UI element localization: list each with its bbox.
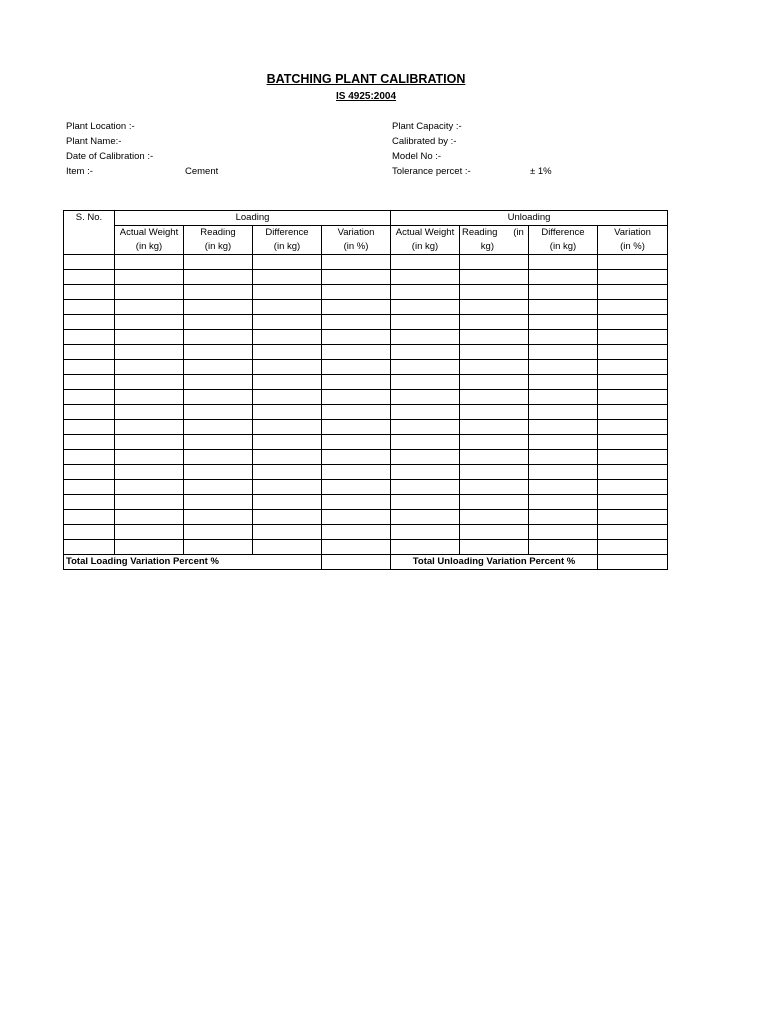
sno-cell[interactable] [64,540,115,555]
sno-cell[interactable] [64,495,115,510]
data-cell[interactable] [184,345,253,360]
sno-cell[interactable] [64,330,115,345]
data-cell[interactable] [529,375,598,390]
calibration-table [63,210,668,570]
sno-cell[interactable] [64,345,115,360]
data-cell[interactable] [460,465,529,480]
table-row [64,540,668,555]
total-loading-value[interactable] [322,555,391,570]
model-no-label: Model No :- [392,151,442,162]
item-value: Cement [185,166,219,177]
data-cell[interactable] [598,345,668,360]
data-cell[interactable] [598,510,668,525]
sno-cell[interactable] [64,285,115,300]
table-row [64,330,668,345]
data-cell[interactable] [115,315,184,330]
unloading-actual-weight-header: Actual Weight [391,226,460,241]
table-row [64,525,668,540]
table-row [64,480,668,495]
data-cell[interactable] [322,375,391,390]
data-cell[interactable] [529,300,598,315]
data-cell[interactable] [253,465,322,480]
data-cell[interactable] [184,255,253,270]
data-cell[interactable] [529,480,598,495]
unloading-difference-unit: (in kg) [529,240,598,255]
data-cell[interactable] [460,270,529,285]
data-cell[interactable] [184,495,253,510]
data-cell[interactable] [460,405,529,420]
data-cell[interactable] [184,435,253,450]
data-cell[interactable] [115,360,184,375]
data-cell[interactable] [184,285,253,300]
data-cell[interactable] [598,405,668,420]
loading-actual-weight-unit: (in kg) [115,240,184,255]
table-row [64,510,668,525]
data-cell[interactable] [460,315,529,330]
table-row [64,375,668,390]
sno-cell[interactable] [64,300,115,315]
data-cell[interactable] [460,345,529,360]
data-cell[interactable] [322,525,391,540]
data-cell[interactable] [253,435,322,450]
sno-cell[interactable] [64,450,115,465]
data-cell[interactable] [391,330,460,345]
unloading-header: Unloading [391,211,668,226]
table-row [64,495,668,510]
sno-cell[interactable] [64,465,115,480]
loading-header: Loading [115,211,391,226]
data-cell[interactable] [184,450,253,465]
data-cell[interactable] [598,270,668,285]
sno-header-spacer [64,226,115,241]
sno-header: S. No. [64,211,115,226]
data-cell[interactable] [391,450,460,465]
data-cell[interactable] [529,345,598,360]
table-row [64,450,668,465]
unloading-reading-header: Reading (in [460,226,529,241]
data-cell[interactable] [391,270,460,285]
total-unloading-label: Total Unloading Variation Percent % [391,555,598,570]
data-cell[interactable] [322,435,391,450]
data-cell[interactable] [322,300,391,315]
data-cell[interactable] [253,360,322,375]
unloading-variation-header: Variation [598,226,668,241]
loading-reading-header: Reading [184,226,253,241]
calibrated-by-label: Calibrated by :- [392,136,457,147]
sno-cell[interactable] [64,510,115,525]
header-row-labels [64,226,668,241]
table-row [64,435,668,450]
sno-cell[interactable] [64,360,115,375]
data-cell[interactable] [391,495,460,510]
data-cell[interactable] [253,315,322,330]
data-cell[interactable] [460,330,529,345]
data-cell[interactable] [115,510,184,525]
total-unloading-value[interactable] [598,555,668,570]
tolerance-value: ± 1% [530,166,552,177]
data-cell[interactable] [598,465,668,480]
table-row [64,420,668,435]
data-cell[interactable] [115,270,184,285]
loading-difference-unit: (in kg) [253,240,322,255]
data-cell[interactable] [322,465,391,480]
data-cell[interactable] [598,330,668,345]
data-cell[interactable] [460,540,529,555]
loading-reading-unit: (in kg) [184,240,253,255]
data-cell[interactable] [460,480,529,495]
data-cell[interactable] [322,330,391,345]
data-cell[interactable] [253,480,322,495]
data-cell[interactable] [184,405,253,420]
data-cell[interactable] [460,450,529,465]
data-cell[interactable] [253,540,322,555]
data-cell[interactable] [322,510,391,525]
plant-capacity-label: Plant Capacity :- [392,121,462,132]
data-cell[interactable] [115,450,184,465]
data-cell[interactable] [253,450,322,465]
data-cell[interactable] [391,540,460,555]
data-cell[interactable] [115,540,184,555]
data-cell[interactable] [322,495,391,510]
data-cell[interactable] [322,540,391,555]
data-cell[interactable] [460,525,529,540]
sno-cell[interactable] [64,525,115,540]
table-row [64,390,668,405]
data-cell[interactable] [391,405,460,420]
header-row-units [64,240,668,255]
data-cell[interactable] [391,390,460,405]
data-cell[interactable] [460,495,529,510]
data-cell[interactable] [184,465,253,480]
calibration-date-label: Date of Calibration :- [66,151,154,162]
table-row [64,300,668,315]
sno-cell[interactable] [64,375,115,390]
data-cell[interactable] [115,525,184,540]
data-cell[interactable] [460,420,529,435]
data-cell[interactable] [115,495,184,510]
sno-cell[interactable] [64,405,115,420]
table-row [64,315,668,330]
data-cell[interactable] [322,480,391,495]
data-cell[interactable] [529,390,598,405]
data-cell[interactable] [598,435,668,450]
unloading-reading-unit: kg) [460,240,529,255]
data-cell[interactable] [391,525,460,540]
table-row [64,345,668,360]
data-cell[interactable] [115,300,184,315]
data-cell[interactable] [529,330,598,345]
page-title: BATCHING PLANT CALIBRATION [266,72,466,86]
total-row [64,555,668,570]
data-cell[interactable] [529,510,598,525]
data-cell[interactable] [598,315,668,330]
data-cell[interactable] [115,465,184,480]
data-cell[interactable] [391,375,460,390]
sno-header-spacer [64,240,115,255]
data-cell[interactable] [253,420,322,435]
data-cell[interactable] [529,525,598,540]
data-cell[interactable] [529,495,598,510]
data-cell[interactable] [253,255,322,270]
loading-variation-unit: (in %) [322,240,391,255]
table-row [64,360,668,375]
unloading-variation-unit: (in %) [598,240,668,255]
data-cell[interactable] [184,540,253,555]
data-cell[interactable] [391,345,460,360]
loading-actual-weight-header: Actual Weight [115,226,184,241]
data-cell[interactable] [460,360,529,375]
data-cell[interactable] [184,270,253,285]
data-cell[interactable] [115,345,184,360]
data-cell[interactable] [115,255,184,270]
data-cell[interactable] [598,525,668,540]
data-cell[interactable] [529,435,598,450]
data-cell[interactable] [598,495,668,510]
data-cell[interactable] [253,390,322,405]
data-cell[interactable] [184,300,253,315]
data-cell[interactable] [184,390,253,405]
data-cell[interactable] [529,255,598,270]
data-cell[interactable] [391,465,460,480]
header-row-groups [64,211,668,226]
unloading-difference-header: Difference [529,226,598,241]
sno-cell[interactable] [64,420,115,435]
data-cell[interactable] [529,540,598,555]
data-cell[interactable] [598,390,668,405]
loading-variation-header: Variation [322,226,391,241]
tolerance-label: Tolerance percet :- [392,166,471,177]
data-cell[interactable] [184,315,253,330]
data-cell[interactable] [184,360,253,375]
data-cell[interactable] [598,450,668,465]
data-cell[interactable] [460,510,529,525]
data-cell[interactable] [115,285,184,300]
data-cell[interactable] [115,330,184,345]
data-cell[interactable] [598,480,668,495]
data-cell[interactable] [115,480,184,495]
table-row [64,465,668,480]
data-cell[interactable] [184,420,253,435]
data-cell[interactable] [391,315,460,330]
data-cell[interactable] [391,360,460,375]
data-cell[interactable] [598,255,668,270]
data-cell[interactable] [322,450,391,465]
data-cell[interactable] [460,255,529,270]
data-cell[interactable] [529,315,598,330]
data-cell[interactable] [460,435,529,450]
data-cell[interactable] [391,510,460,525]
data-cell[interactable] [184,510,253,525]
data-cell[interactable] [391,285,460,300]
data-cell[interactable] [115,420,184,435]
data-cell[interactable] [253,495,322,510]
data-cell[interactable] [253,510,322,525]
data-cell[interactable] [598,540,668,555]
data-cell[interactable] [184,330,253,345]
item-label: Item :- [66,166,93,177]
sno-cell[interactable] [64,255,115,270]
data-cell[interactable] [322,255,391,270]
sno-cell[interactable] [64,315,115,330]
table-row [64,270,668,285]
table-row [64,255,668,270]
loading-difference-header: Difference [253,226,322,241]
data-cell[interactable] [460,285,529,300]
data-cell[interactable] [529,405,598,420]
data-cell[interactable] [529,285,598,300]
data-cell[interactable] [529,270,598,285]
table-row [64,285,668,300]
data-cell[interactable] [322,270,391,285]
data-cell[interactable] [253,405,322,420]
sno-cell[interactable] [64,435,115,450]
data-cell[interactable] [391,255,460,270]
sno-cell[interactable] [64,390,115,405]
table-row [64,405,668,420]
data-cell[interactable] [184,480,253,495]
plant-name-label: Plant Name:- [66,136,122,147]
data-cell[interactable] [529,360,598,375]
sno-cell[interactable] [64,270,115,285]
data-cell[interactable] [115,390,184,405]
plant-location-label: Plant Location :- [66,121,135,132]
data-cell[interactable] [529,465,598,480]
sno-cell[interactable] [64,480,115,495]
data-cell[interactable] [253,375,322,390]
data-cell[interactable] [253,345,322,360]
data-cell[interactable] [598,420,668,435]
data-cell[interactable] [322,420,391,435]
data-cell[interactable] [391,435,460,450]
data-cell[interactable] [322,405,391,420]
total-loading-label: Total Loading Variation Percent % [64,555,322,570]
data-cell[interactable] [460,390,529,405]
data-cell[interactable] [253,525,322,540]
data-cell[interactable] [322,390,391,405]
data-cell[interactable] [115,405,184,420]
data-cell[interactable] [598,300,668,315]
unloading-actual-weight-unit: (in kg) [391,240,460,255]
data-cell[interactable] [322,315,391,330]
data-cell[interactable] [391,300,460,315]
data-cell[interactable] [529,420,598,435]
data-cell[interactable] [598,360,668,375]
data-cell[interactable] [391,480,460,495]
data-cell[interactable] [253,270,322,285]
data-cell[interactable] [460,375,529,390]
data-cell[interactable] [460,300,529,315]
data-cell[interactable] [322,360,391,375]
data-cell[interactable] [253,300,322,315]
data-cell[interactable] [322,345,391,360]
data-cell[interactable] [322,285,391,300]
data-cell[interactable] [184,375,253,390]
data-cell[interactable] [253,285,322,300]
data-cell[interactable] [253,330,322,345]
standard-code: IS 4925:2004 [335,91,397,102]
data-cell[interactable] [391,420,460,435]
data-cell[interactable] [115,435,184,450]
data-cell[interactable] [529,450,598,465]
data-cell[interactable] [598,375,668,390]
data-cell[interactable] [598,285,668,300]
data-cell[interactable] [115,375,184,390]
data-cell[interactable] [184,525,253,540]
